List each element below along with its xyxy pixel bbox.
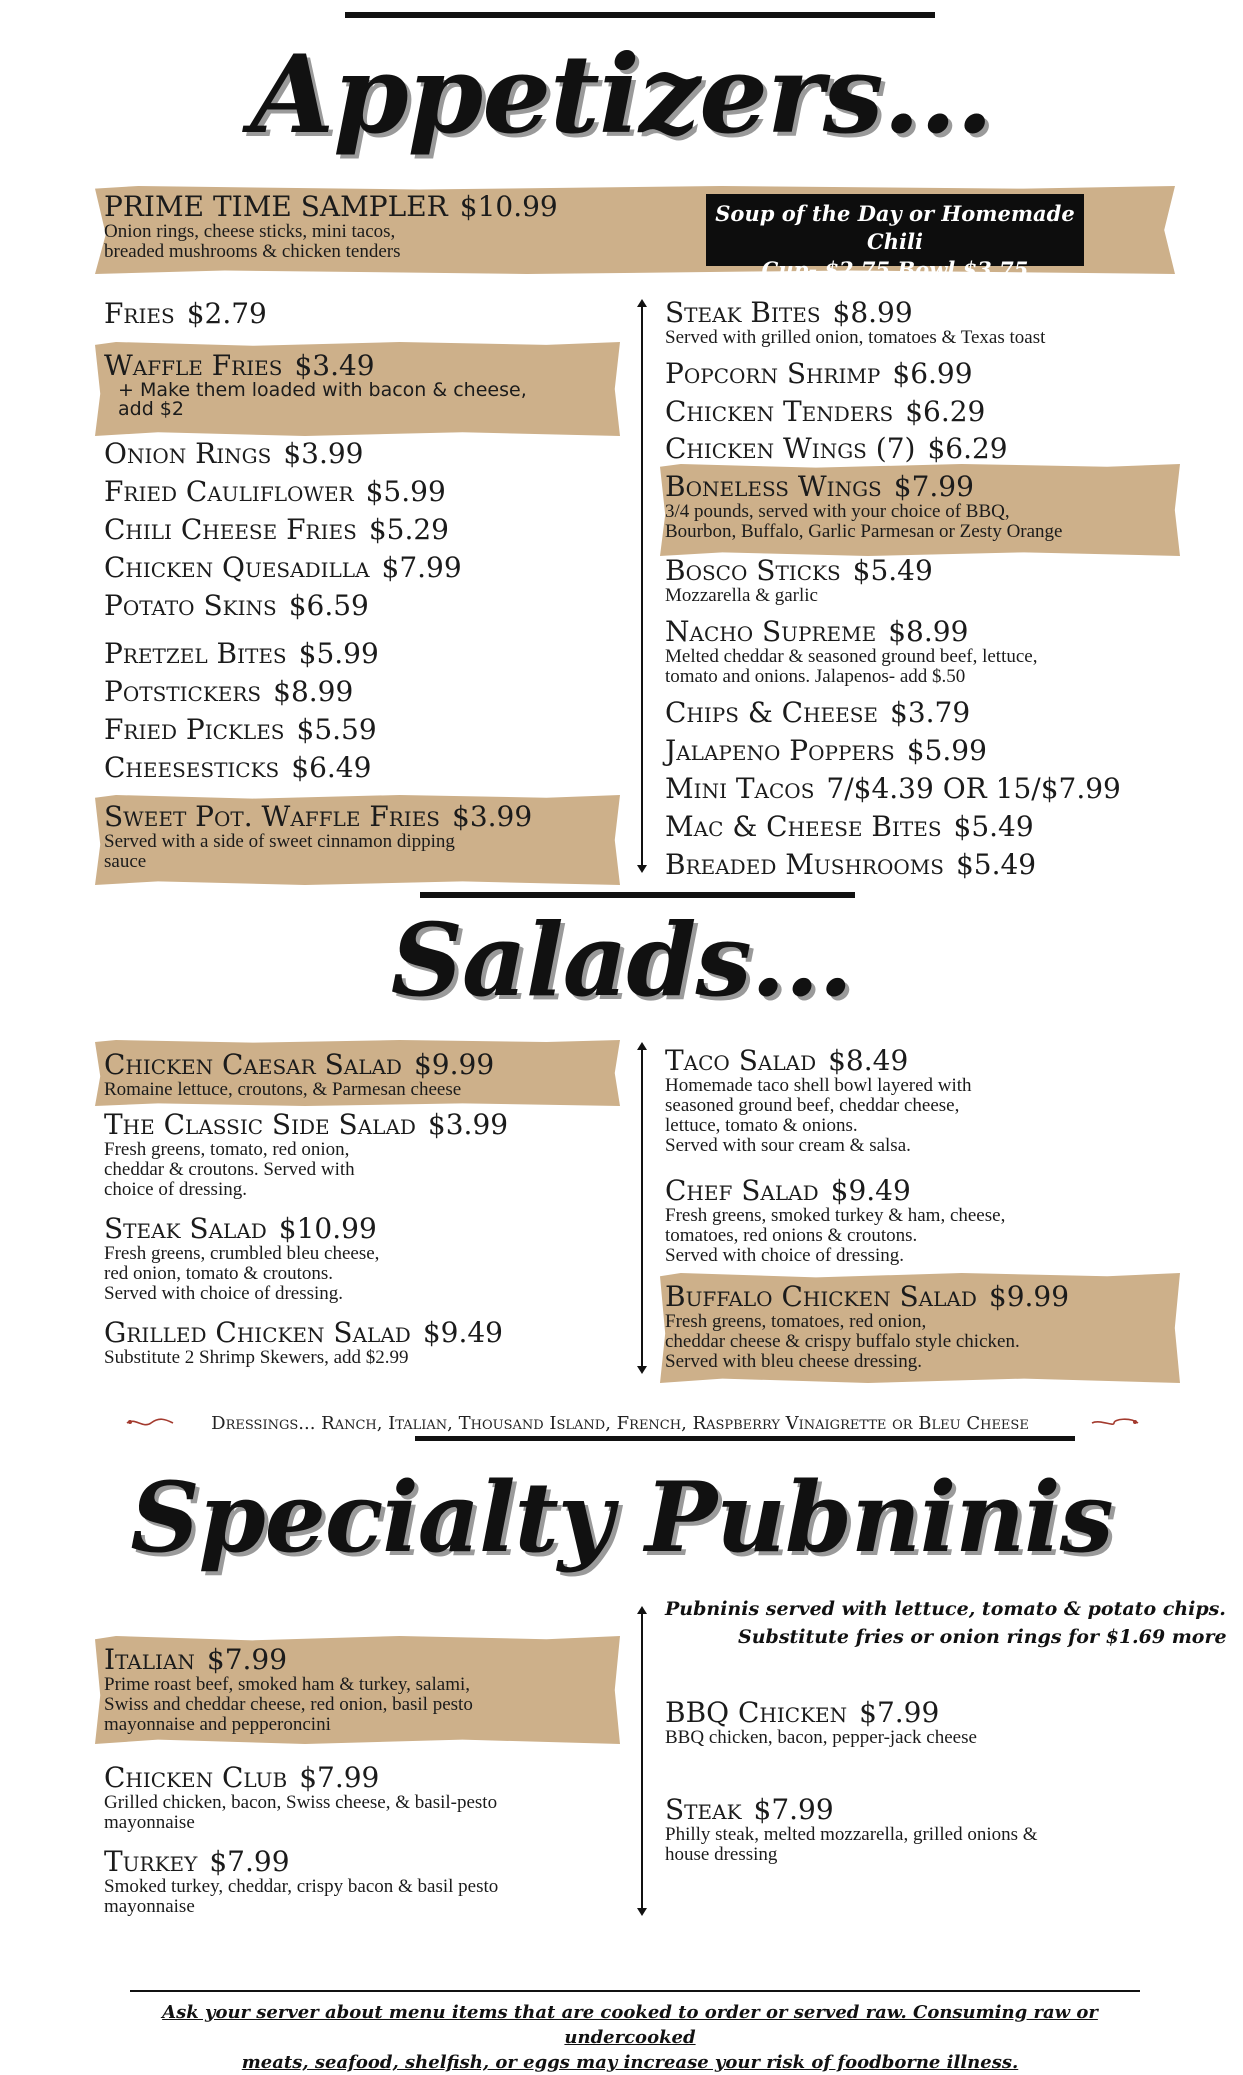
item-desc: Fresh greens, smoked turkey & ham, cheese, tomatoes, red onions & croutons. Served with choice of dressing. [665, 1205, 1006, 1266]
item-price: $2.79 [186, 297, 267, 330]
item-price: $5.49 [852, 554, 933, 587]
item-name: Popcorn Shrimp [665, 357, 881, 390]
item-price: $8.49 [828, 1044, 909, 1077]
menu-item [104, 1645, 473, 1735]
item-desc: Melted cheddar & seasoned ground beef, lettuce, tomato and onions. Jalapenos- add $.50 [665, 646, 1038, 687]
pubninis-note-line-1: Pubninis served with lettuce, tomato & potato chips. [665, 1598, 1226, 1620]
salads-rule [420, 892, 855, 898]
item-price: $8.99 [888, 615, 969, 648]
item-price: $6.99 [892, 357, 973, 390]
item-price: $6.59 [288, 589, 369, 622]
item-price: $3.79 [890, 696, 971, 729]
item-name: Chili Cheese Fries [104, 513, 357, 546]
item-name: The Classic Side Salad [104, 1108, 416, 1141]
item-name: Breaded Mushrooms [665, 848, 944, 881]
menu-item [665, 774, 1121, 804]
menu-item [104, 477, 446, 507]
item-name: Fried Cauliflower [104, 475, 354, 508]
item-price: 7/$4.39 OR 15/$7.99 [826, 772, 1121, 805]
item-price: $9.49 [830, 1174, 911, 1207]
item-name: Waffle Fries [104, 349, 283, 382]
menu-item [104, 802, 532, 872]
menu-item [104, 677, 353, 707]
menu-item [665, 556, 933, 606]
item-price: $3.99 [427, 1108, 509, 1141]
food-safety-notice [110, 2000, 1150, 2075]
menu-item [104, 1050, 494, 1100]
menu-item [104, 1318, 503, 1368]
menu-item [665, 1176, 1005, 1266]
menu-item [665, 472, 1063, 542]
menu-item [104, 715, 377, 745]
item-price: $5.99 [298, 637, 379, 670]
item-name: Potstickers [104, 675, 262, 708]
item-price: $5.99 [906, 734, 987, 767]
right-flourish-icon [1090, 1417, 1140, 1429]
item-name: Chicken Wings (7) [665, 432, 916, 465]
item-price: $6.29 [927, 432, 1008, 465]
footer-line-1: Ask your server about menu items that are cooked to order or served raw. Consuming raw or undercooked [162, 2002, 1098, 2048]
menu-item [665, 850, 1036, 880]
item-desc: Fresh greens, tomatoes, red onion, cheddar cheese & crispy buffalo style chicken. Served with bleu cheese dressing. [665, 1311, 1020, 1372]
item-name: Chicken Quesadilla [104, 551, 370, 584]
item-name: Pretzel Bites [104, 637, 287, 670]
item-price: $5.29 [368, 513, 449, 546]
item-price: $10.99 [278, 1212, 377, 1245]
item-name: Chips & Cheese [665, 696, 879, 729]
item-name: Turkey [104, 1845, 198, 1878]
item-name: Cheesesticks [104, 751, 280, 784]
menu-item [665, 1795, 1038, 1865]
dressings-line: Dressings... Ranch, Italian, Thousand Island, French, Raspberry Vinaigrette or Bleu Cheese [211, 1413, 1029, 1434]
item-name: Sweet Pot. Waffle Fries [104, 800, 440, 833]
item-price: $7.99 [209, 1845, 290, 1878]
menu-item [665, 434, 1008, 464]
item-price: $7.99 [299, 1761, 380, 1794]
menu-item [104, 1110, 508, 1200]
item-name: Buffalo Chicken Salad [665, 1280, 977, 1313]
item-price: $5.59 [296, 713, 377, 746]
item-name: Potato Skins [104, 589, 277, 622]
pubninis-rule [415, 1436, 1075, 1441]
item-price: $3.49 [294, 349, 375, 382]
item-desc: BBQ chicken, bacon, pepper-jack cheese [665, 1727, 977, 1748]
item-desc: Romaine lettuce, croutons, & Parmesan cheese [104, 1079, 462, 1100]
item-price: $7.99 [206, 1643, 288, 1676]
item-name: Bosco Sticks [665, 554, 841, 587]
item-name: Steak Salad [104, 1212, 267, 1245]
menu-item [665, 1698, 977, 1748]
item-name: Fries [104, 297, 175, 330]
menu-item [104, 1847, 498, 1917]
item-desc: Philly steak, melted mozzarella, grilled onions & house dressing [665, 1824, 1038, 1865]
menu-item [104, 553, 462, 583]
item-name: Mac & Cheese Bites [665, 810, 942, 843]
item-name: BBQ Chicken [665, 1696, 848, 1729]
item-name: Chicken Caesar Salad [104, 1048, 402, 1081]
item-desc: Served with grilled onion, tomatoes & Texas toast [665, 327, 1046, 348]
item-name: Onion Rings [104, 437, 272, 470]
menu-item [104, 639, 379, 669]
soup-box [706, 194, 1084, 282]
item-desc: Mozzarella & garlic [665, 585, 818, 606]
menu-item [665, 1282, 1069, 1372]
salads-title: Salads... [390, 901, 853, 1019]
menu-item [104, 192, 558, 262]
item-price: $7.99 [893, 470, 974, 503]
item-desc: Prime roast beef, smoked ham & turkey, salami, Swiss and cheddar cheese, red onion, basil pesto mayonnaise and pepperoncini [104, 1674, 473, 1735]
item-name: Steak Bites [665, 296, 821, 329]
item-price: $7.99 [381, 551, 462, 584]
item-price: $10.99 [459, 190, 558, 223]
item-price: $6.29 [905, 395, 986, 428]
item-price: $7.99 [753, 1793, 834, 1826]
item-name: Taco Salad [665, 1044, 817, 1077]
item-price: $8.99 [832, 296, 913, 329]
item-price: $3.99 [452, 800, 533, 833]
item-name: PRIME TIME SAMPLER [104, 190, 448, 223]
pubninis-title: Specialty Pubninis [130, 1461, 1113, 1574]
item-desc: Fresh greens, crumbled bleu cheese, red onion, tomato & croutons. Served with choice of dressing. [104, 1243, 380, 1304]
menu-item [665, 1046, 972, 1156]
menu-item [665, 298, 1045, 348]
item-desc: Fresh greens, tomato, red onion, cheddar & croutons. Served with choice of dressing. [104, 1139, 355, 1200]
item-name: Fried Pickles [104, 713, 285, 746]
pubninis-note-line-2: Substitute fries or onion rings for $1.69 more [738, 1626, 1227, 1648]
top-rule [345, 12, 935, 18]
item-price: $7.99 [859, 1696, 940, 1729]
item-name: Grilled Chicken Salad [104, 1316, 411, 1349]
item-name: Boneless Wings [665, 470, 882, 503]
menu-item [104, 299, 267, 329]
soup-line-1: Soup of the Day or Homemade Chili [715, 201, 1075, 254]
item-price: $5.99 [365, 475, 446, 508]
footer-line-2: meats, seafood, shelfish, or eggs may increase your risk of foodborne illness. [241, 2052, 1019, 2073]
item-desc: Smoked turkey, cheddar, crispy bacon & basil pesto mayonnaise [104, 1876, 499, 1917]
item-price: $9.99 [413, 1048, 495, 1081]
item-name: Mini Tacos [665, 772, 815, 805]
item-price: $3.99 [283, 437, 364, 470]
menu-item [665, 617, 1037, 687]
menu-item [665, 812, 1034, 842]
item-desc: Homemade taco shell bowl layered with seasoned ground beef, cheddar cheese, lettuce, tomato & onions. Served with sour cream & salsa. [665, 1075, 972, 1156]
item-price: $9.99 [988, 1280, 1070, 1313]
item-price: $5.49 [955, 848, 1037, 881]
item-desc: + Make them loaded with bacon & cheese, add $2 [118, 379, 527, 420]
item-name: Italian [104, 1643, 195, 1676]
pubninis-divider [641, 1612, 643, 1910]
menu-item [665, 698, 970, 728]
salads-divider [641, 1048, 643, 1368]
item-desc: Served with a side of sweet cinnamon dipping sauce [104, 831, 455, 872]
item-desc: Substitute 2 Shrimp Skewers, add $2.99 [104, 1347, 409, 1368]
menu-item [104, 351, 527, 419]
menu-item [665, 359, 973, 389]
footer-rule [130, 1990, 1140, 1992]
item-name: Chef Salad [665, 1174, 819, 1207]
item-name: Chicken Club [104, 1761, 288, 1794]
item-name: Steak [665, 1793, 742, 1826]
item-name: Nacho Supreme [665, 615, 877, 648]
item-name: Jalapeno Poppers [665, 734, 895, 767]
menu-item [104, 1214, 379, 1304]
item-price: $6.49 [291, 751, 372, 784]
item-price: $8.99 [273, 675, 354, 708]
item-desc: Grilled chicken, bacon, Swiss cheese, & basil-pesto mayonnaise [104, 1792, 498, 1833]
appetizers-divider [641, 305, 643, 867]
item-desc: 3/4 pounds, served with your choice of BBQ, Bourbon, Buffalo, Garlic Parmesan or Zesty Orange [665, 501, 1063, 542]
menu-item [665, 397, 985, 427]
menu-item [104, 1763, 497, 1833]
item-price: $9.49 [422, 1316, 503, 1349]
item-desc: Onion rings, cheese sticks, mini tacos, breaded mushrooms & chicken tenders [104, 221, 401, 262]
menu-item [104, 753, 371, 783]
menu-item [104, 515, 449, 545]
item-name: Chicken Tenders [665, 395, 894, 428]
menu-item [104, 591, 369, 621]
appetizers-title: Appetizers... [250, 32, 993, 158]
item-price: $5.49 [953, 810, 1034, 843]
soup-line-2: Cup- $2.75 Bowl $3.75 [761, 257, 1029, 282]
menu-item [104, 439, 363, 469]
menu-item [665, 736, 987, 766]
